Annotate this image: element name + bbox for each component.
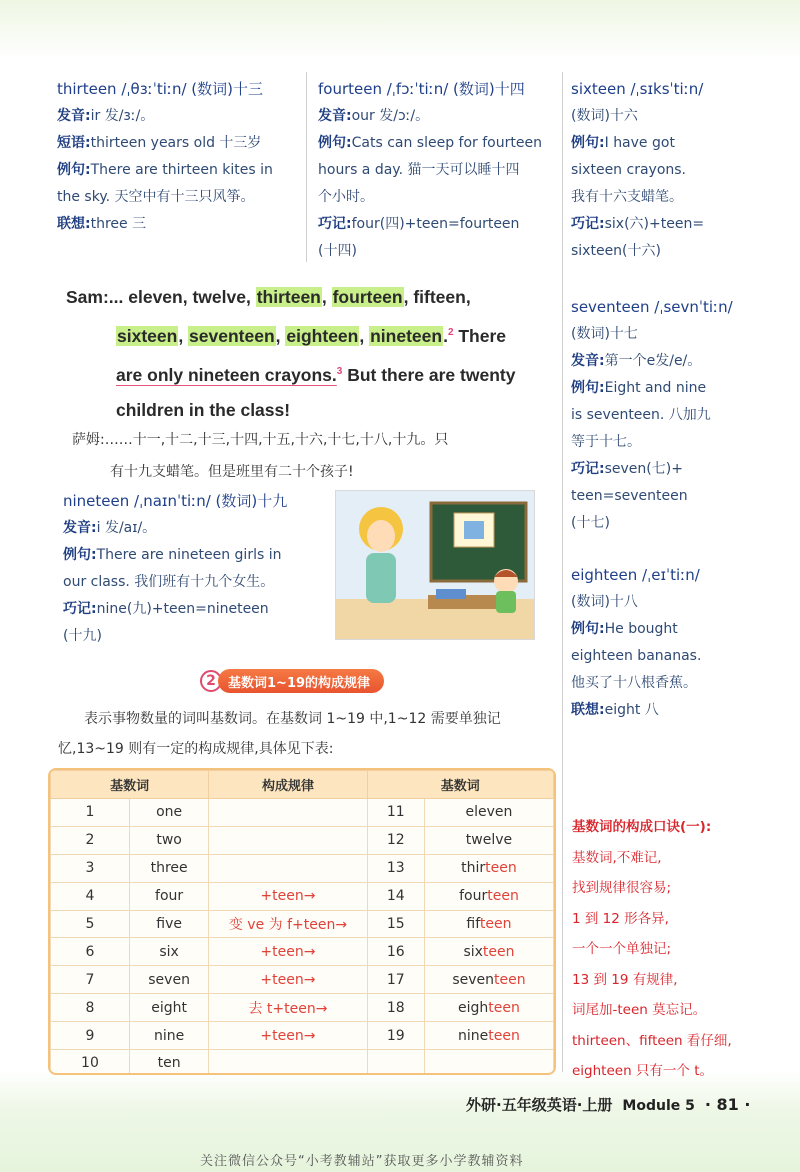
label-memory-tip: 巧记: (571, 461, 605, 477)
dialogue-fragment: But there are twenty (342, 364, 516, 385)
word-stem: six (463, 943, 483, 960)
entry-line: i 发/aɪ/。 (96, 520, 157, 536)
label-memory-tip: 巧记: (571, 216, 605, 232)
entry-headword: nineteen /ˌnaɪnˈtiːn/ (数词)十九 (63, 492, 288, 510)
dialogue-fragment: . (443, 325, 448, 346)
row-rule: 去 t+teen→ (209, 994, 367, 1022)
entry-line: hours a day. 猫一天可以睡十四 (318, 162, 520, 178)
word-suffix: teen (488, 999, 520, 1016)
dialogue-fragment: , fifteen, (403, 287, 471, 307)
book-title: 外研·五年级英语·上册 (466, 1096, 613, 1114)
dialogue-line-1 (66, 280, 566, 315)
row-number-left: 4 (51, 882, 130, 910)
highlight-word: fourteen (332, 287, 403, 307)
word-stem: four (459, 888, 488, 905)
word-suffix: teen (494, 971, 526, 988)
row-word-left: nine (129, 1022, 208, 1050)
entry-line: (数词)十七 (571, 326, 638, 342)
word-suffix: teen (482, 943, 515, 960)
row-word-right (424, 854, 553, 882)
row-word-right (424, 994, 553, 1022)
table-body (51, 799, 554, 1076)
row-number-left: 2 (51, 826, 130, 854)
row-word-left: four (129, 882, 208, 910)
row-word-right (424, 1050, 553, 1075)
mnemonic-box (572, 812, 794, 1087)
translation (72, 424, 562, 488)
word-suffix: teen (485, 860, 517, 877)
word-suffix: teen (479, 916, 512, 932)
label-phrase: 短语: (57, 135, 91, 151)
entry-headword: eighteen /ˌeɪˈtiːn/ (571, 566, 700, 584)
row-word-right (424, 826, 553, 854)
table-row (51, 910, 554, 938)
entry-line: eighteen bananas. (571, 648, 702, 664)
table-row (51, 966, 554, 994)
dialogue-text (66, 280, 566, 428)
mnemonic-line: 找到规律很容易; (572, 880, 672, 896)
entry-line: sixteen(十六) (571, 243, 661, 259)
label-example: 例句: (318, 135, 352, 151)
row-number-right: 18 (367, 994, 424, 1022)
row-number-left: 10 (51, 1050, 130, 1075)
intro-line: 表示事物数量的词叫基数词。在基数词 1~19 中,1~12 需要单独记 (84, 711, 501, 727)
row-rule (209, 1050, 367, 1075)
classroom-illustration-svg (336, 491, 535, 640)
entry-line: eight 八 (604, 702, 659, 718)
label-example: 例句: (571, 135, 605, 151)
table-row (51, 938, 554, 966)
row-rule (209, 799, 367, 827)
mnemonic-line: thirteen、fifteen 看仔细, (572, 1032, 732, 1049)
row-word-right (424, 910, 553, 938)
watermark-text: 关注微信公众号“小考教辅站”获取更多小学教辅资料 (200, 1154, 524, 1169)
page-footer (466, 1094, 750, 1115)
table-row (51, 1050, 554, 1075)
mnemonic-line: 13 到 19 有规律, (572, 971, 678, 988)
entry-headword: sixteen /ˌsɪksˈtiːn/ (571, 80, 704, 98)
table-row (51, 854, 554, 882)
highlight-word: nineteen (370, 325, 443, 346)
module-label: Module 5 (622, 1098, 695, 1114)
row-rule (209, 826, 367, 854)
classroom-illustration (335, 490, 535, 640)
row-number-right: 14 (367, 882, 424, 910)
row-number-right: 16 (367, 938, 424, 966)
table-header-cardinal: 基数词 (367, 771, 553, 799)
table-row (51, 1022, 554, 1050)
entry-line: He bought (604, 621, 678, 637)
speaker-label: Sam: (66, 287, 109, 307)
word-stem: fif (466, 916, 480, 932)
dialogue-fragment: , (359, 325, 370, 346)
label-pronunciation: 发音: (318, 108, 352, 124)
entry-line: six(六)+teen= (604, 216, 705, 232)
row-number-left: 3 (51, 854, 130, 882)
table-row (51, 994, 554, 1022)
word-suffix: teen (488, 1027, 520, 1044)
entry-line: 等于十七。 (571, 434, 641, 450)
row-number-left: 1 (51, 799, 130, 827)
entry-line: teen=seventeen (571, 488, 688, 504)
underlined-sentence: are only nineteen crayons. (116, 364, 337, 385)
label-association: 联想: (571, 702, 605, 718)
entry-line: 我有十六支蜡笔。 (571, 189, 683, 205)
entry-line: our 发/ɔː/。 (351, 108, 430, 124)
entry-headword: fourteen /ˌfɔːˈtiːn/ (数词)十四 (318, 80, 525, 98)
table-row (51, 882, 554, 910)
dialogue-fragment: , (275, 325, 286, 346)
entry-fourteen (318, 76, 542, 265)
row-word-left: eight (129, 994, 208, 1022)
word-stem: thir (461, 860, 486, 877)
row-number-left: 6 (51, 938, 130, 966)
mnemonic-line: 基数词,不难记, (572, 849, 662, 866)
row-number-right (367, 1050, 424, 1075)
label-example: 例句: (63, 547, 97, 563)
word-suffix: teen (487, 888, 519, 905)
entry-headword: thirteen /ˌθɜːˈtiːn/ (数词)十三 (57, 80, 263, 98)
page-number: · 81 · (704, 1095, 751, 1114)
row-number-right: 11 (367, 799, 424, 827)
entry-seventeen (571, 294, 733, 537)
table-header-row (51, 771, 554, 799)
dialogue-fragment: , (178, 325, 189, 346)
row-number-right: 12 (367, 826, 424, 854)
label-pronunciation: 发音: (57, 108, 91, 124)
row-word-right (424, 882, 553, 910)
mnemonic-line: 1 到 12 形各异, (572, 910, 669, 927)
row-rule: +teen→ (209, 938, 367, 966)
entry-line: There are thirteen kites in (90, 162, 273, 178)
label-memory-tip: 巧记: (63, 601, 97, 617)
row-number-left: 9 (51, 1022, 130, 1050)
table-row (51, 826, 554, 854)
mnemonic-line: 词尾加-teen 莫忘记。 (572, 1002, 707, 1018)
row-number-left: 8 (51, 994, 130, 1022)
mnemonic-title: 基数词的构成口诀(一): (572, 819, 712, 835)
dialogue-line-2 (66, 315, 566, 354)
entry-line: I have got (604, 135, 675, 151)
label-association: 联想: (57, 216, 91, 232)
entry-sixteen (571, 76, 704, 265)
word-stem: nine (458, 1027, 489, 1044)
entry-line: thirteen years old 十三岁 (90, 135, 262, 151)
label-example: 例句: (571, 621, 605, 637)
entry-line: (数词)十六 (571, 108, 638, 124)
entry-line: three 三 (90, 216, 147, 232)
row-number-right: 15 (367, 910, 424, 938)
entry-line: (数词)十八 (571, 594, 638, 610)
label-pronunciation: 发音: (63, 520, 97, 536)
mnemonic-line: 一个一个单独记; (572, 941, 672, 957)
row-word-left: ten (129, 1050, 208, 1075)
entry-line: nine(九)+teen=nineteen (96, 601, 269, 617)
row-number-left: 7 (51, 966, 130, 994)
entry-thirteen (57, 76, 273, 238)
entry-line: Cats can sleep for fourteen (351, 135, 542, 151)
table-row (51, 799, 554, 827)
row-word-left: three (129, 854, 208, 882)
mnemonic-line: eighteen 只有一个 t。 (572, 1063, 714, 1079)
note-marker: 2 (447, 327, 454, 338)
cardinal-number-table (48, 768, 556, 1075)
entry-line: is seventeen. 八加九 (571, 407, 711, 423)
entry-nineteen (63, 488, 287, 650)
dialogue-fragment: ... eleven, twelve, (108, 287, 256, 307)
entry-line: 他买了十八根香蕉。 (571, 675, 697, 691)
highlight-word: thirteen (256, 287, 321, 307)
entry-line: (十七) (571, 515, 610, 531)
entry-line: the sky. 天空中有十三只风筝。 (57, 189, 255, 205)
row-rule (209, 854, 367, 882)
label-pronunciation: 发音: (571, 353, 605, 369)
label-example: 例句: (57, 162, 91, 178)
section-title: 基数词1~19的构成规律 (218, 669, 384, 693)
intro-paragraph (58, 704, 558, 764)
entry-line: 第一个e发/e/。 (604, 353, 702, 369)
row-word-left: two (129, 826, 208, 854)
word-stem: twelve (465, 832, 513, 849)
label-example: 例句: (571, 380, 605, 396)
table-header-rule: 构成规律 (209, 771, 367, 799)
row-number-left: 5 (51, 910, 130, 938)
row-word-left: one (129, 799, 208, 827)
row-rule: +teen→ (209, 882, 367, 910)
entry-line: ir 发/ɜː/。 (90, 108, 155, 124)
row-word-left: seven (129, 966, 208, 994)
column-divider-left (306, 72, 307, 262)
section-heading (200, 668, 384, 694)
word-stem: eleven (465, 804, 513, 821)
highlight-word: eighteen (286, 325, 359, 346)
entry-line: seven(七)+ (604, 461, 683, 477)
column-divider-right (562, 72, 563, 1072)
entry-eighteen (571, 562, 701, 724)
row-rule: 变 ve 为 f+teen→ (209, 910, 367, 938)
row-number-right: 13 (367, 854, 424, 882)
entry-line: (十四) (318, 243, 357, 259)
translation-line: 有十九支蜡笔。但是班里有二十个孩子! (110, 464, 354, 480)
dialogue-line-4: children in the class! (116, 399, 291, 420)
row-word-right (424, 1022, 553, 1050)
table-header-cardinal: 基数词 (51, 771, 209, 799)
row-word-right (424, 938, 553, 966)
dialogue-line-3 (66, 354, 566, 393)
row-word-left: five (129, 910, 208, 938)
note-marker: 3 (336, 365, 343, 377)
top-band (0, 0, 800, 60)
entry-headword: seventeen /ˌsevnˈtiːn/ (571, 298, 733, 316)
entry-line: Eight and nine (604, 380, 707, 396)
entry-line: There are nineteen girls in (96, 547, 282, 563)
row-word-right (424, 799, 553, 827)
translation-line: 萨姆:……十一,十二,十三,十四,十五,十六,十七,十八,十九。只 (72, 432, 449, 448)
number-table (50, 770, 554, 1075)
entry-line: (十九) (63, 628, 102, 644)
intro-line: 忆,13~19 则有一定的构成规律,具体见下表: (58, 741, 334, 757)
dialogue-fragment: , (321, 287, 332, 307)
highlight-word: seventeen (189, 325, 275, 346)
row-rule: +teen→ (209, 1022, 367, 1050)
row-rule: +teen→ (209, 966, 367, 994)
word-stem: seven (452, 971, 495, 988)
entry-line: four(四)+teen=fourteen (351, 216, 520, 232)
section-number-badge: 2 (200, 670, 222, 692)
entry-line: sixteen crayons. (571, 162, 687, 178)
row-number-right: 17 (367, 966, 424, 994)
row-number-right: 19 (367, 1022, 424, 1050)
label-memory-tip: 巧记: (318, 216, 352, 232)
word-stem: eigh (458, 999, 489, 1016)
entry-line: our class. 我们班有十九个女生。 (63, 574, 275, 590)
dialogue-fragment: There (453, 325, 507, 346)
entry-line: 个小时。 (318, 189, 374, 205)
row-word-right (424, 966, 553, 994)
row-word-left: six (129, 938, 208, 966)
highlight-word: sixteen (117, 325, 178, 346)
